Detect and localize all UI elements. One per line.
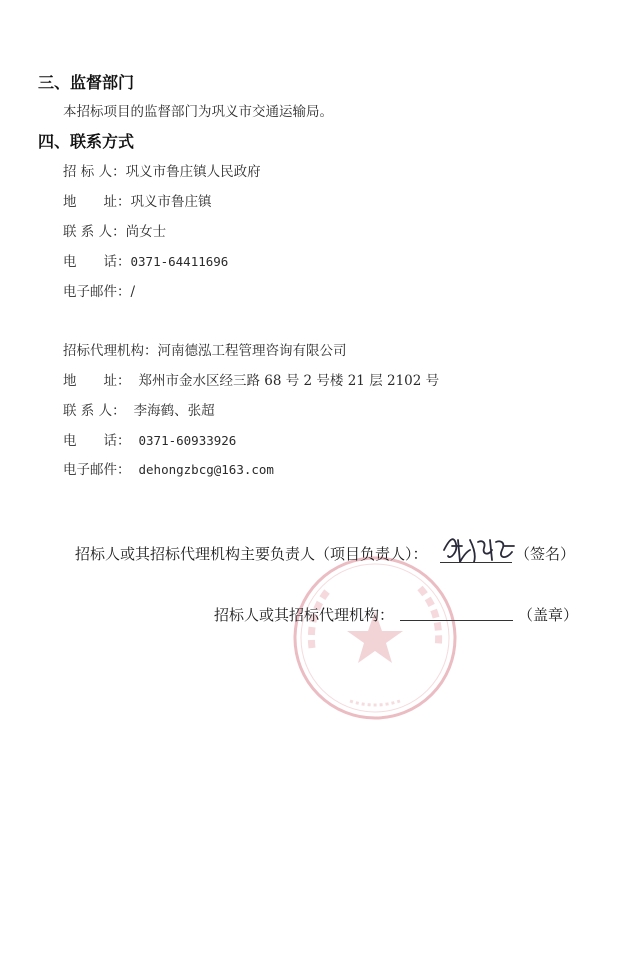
agency-value: 河南德泓工程管理咨询有限公司 — [157, 343, 347, 359]
agency-email-value: dehongzbcg@163.com — [138, 462, 274, 477]
tenderer-email-label: 电子邮件： — [63, 284, 131, 300]
responsible-suffix: （签名） — [515, 545, 576, 563]
tenderer-address-value: 巩义市鲁庄镇 — [130, 194, 212, 210]
responsible-person-label: 招标人或其招标代理机构主要负责人（项目负责人）： — [75, 545, 428, 563]
agency-address-value: 郑州市金水区经三路 68 号 2 号楼 21 层 2102 号 — [138, 373, 440, 389]
agency-label: 招标代理机构： — [63, 343, 158, 359]
agency-seal-line — [400, 620, 513, 621]
supervision-text: 本招标项目的监督部门为巩义市交通运输局。 — [63, 104, 333, 120]
section-contact-heading: 四、联系方式 — [38, 132, 135, 151]
agency-seal-label: 招标人或其招标代理机构： — [214, 606, 395, 624]
tenderer-address-row — [63, 190, 212, 210]
tenderer-phone-row — [63, 250, 228, 270]
responsible-signature-line — [440, 562, 512, 563]
agency-phone-value: 0371-60933926 — [138, 433, 237, 448]
tenderer-value: 巩义市鲁庄镇人民政府 — [125, 164, 261, 180]
tenderer-contact-row — [63, 220, 166, 240]
tenderer-label: 招 标 人： — [63, 164, 126, 180]
tenderer-phone-value: 0371-64411696 — [130, 254, 229, 269]
tenderer-contact-value: 尚女士 — [125, 224, 167, 240]
tenderer-contact-label: 联 系 人： — [63, 224, 126, 240]
agency-contact-row — [63, 399, 215, 419]
tenderer-row — [63, 160, 261, 180]
agency-phone-row — [63, 429, 236, 449]
tenderer-email-row — [63, 280, 135, 300]
agency-address-row — [63, 369, 439, 389]
agency-row — [63, 339, 347, 359]
tenderer-email-value: / — [130, 284, 136, 300]
agency-contact-label: 联 系 人： — [63, 403, 126, 419]
agency-address-label: 地 址： — [63, 373, 131, 389]
agency-contact-value: 李海鹤、张超 — [133, 403, 215, 419]
agency-phone-label: 电 话： — [63, 433, 131, 449]
section-supervision-heading: 三、监督部门 — [38, 73, 135, 92]
agency-seal-suffix: （盖章） — [518, 606, 579, 624]
company-seal-stamp — [290, 553, 460, 723]
agency-email-label: 电子邮件： — [63, 462, 131, 478]
tenderer-address-label: 地 址： — [63, 194, 131, 210]
agency-email-row — [63, 458, 274, 478]
tenderer-phone-label: 电 话： — [63, 254, 131, 270]
